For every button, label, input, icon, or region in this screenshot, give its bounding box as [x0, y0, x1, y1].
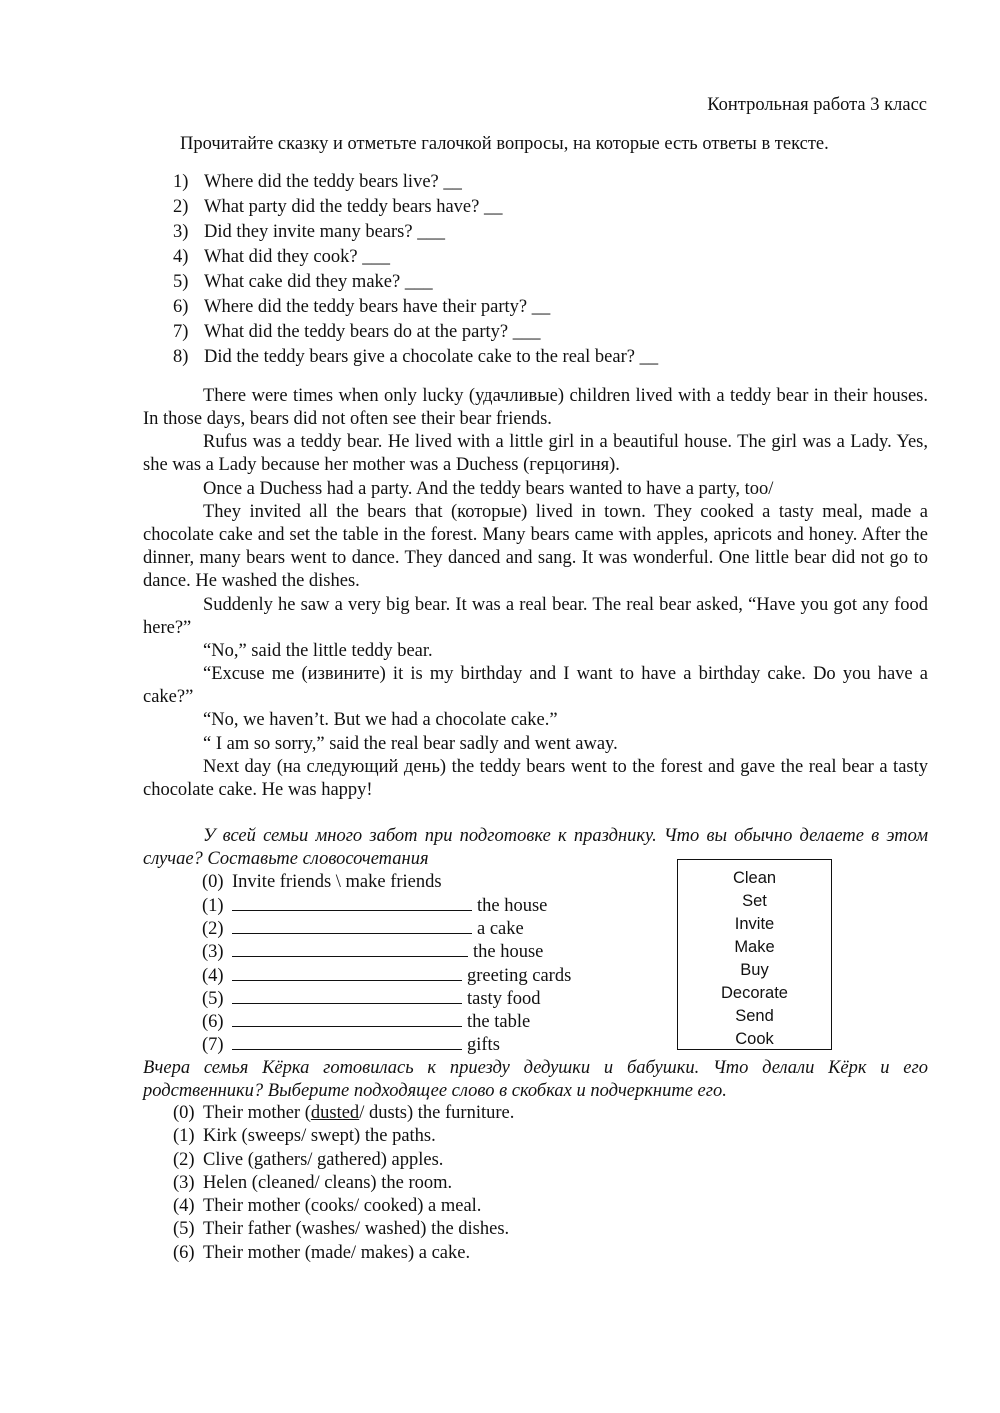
grammar-item: (4) Their mother (cooks/ cooked) a meal.	[173, 1196, 482, 1216]
word-box-item: Buy	[740, 961, 769, 979]
instruction-reading: Прочитайте сказку и отметьте галочкой вопросы, на которые есть ответы в тексте.	[180, 134, 829, 154]
example-phrase: (0) Invite friends \ make friends	[202, 872, 442, 892]
story-paragraph: “Excuse me (извините) it is my birthday and I want to have a birthday cake. Do you have a cake?”	[143, 664, 928, 708]
story-paragraph: Rufus was a teddy bear. He lived with a little girl in a beautiful house. The girl was a Lady. Yes, she was a Lady because her mother was a Duchess (герцогиня).	[143, 432, 928, 476]
instruction-phrases: У всей семьи много забот при подготовке к празднику. Что вы обычно делаете в этом случае? Составьте словосочетания	[143, 826, 928, 870]
answer-blank[interactable]	[232, 895, 472, 911]
phrase-item: (6) the table	[202, 1012, 531, 1032]
question-item: 4) What did they cook? ___	[173, 247, 390, 267]
phrase-item: (2) a cake	[202, 919, 524, 939]
instruction-grammar: Вчера семья Кёрка готовилась к приезду дедушки и бабушки. Что делали Кёрк и его родственники? Выберите подходящее слово в скобках и подчеркните его.	[143, 1058, 928, 1102]
question-item: 2) What party did the teddy bears have? __	[173, 197, 503, 217]
question-item: 5) What cake did they make? ___	[173, 272, 433, 292]
question-item: 8) Did the teddy bears give a chocolate cake to the real bear? __	[173, 347, 659, 367]
phrase-item: (4) greeting cards	[202, 966, 572, 986]
question-item: 1) Where did the teddy bears live? __	[173, 172, 462, 192]
story-paragraph: Once a Duchess had a party. And the teddy bears wanted to have a party, too/	[203, 479, 774, 499]
answer-blank[interactable]	[232, 918, 472, 934]
story-paragraph: “No, we haven’t. But we had a chocolate cake.”	[203, 710, 558, 730]
story-paragraph: “No,” said the little teddy bear.	[203, 641, 433, 661]
grammar-item: (5) Their father (washes/ washed) the dishes.	[173, 1219, 510, 1239]
phrase-item: (5) tasty food	[202, 989, 541, 1009]
grammar-item: (3) Helen (cleaned/ cleans) the room.	[173, 1173, 453, 1193]
question-item: 7) What did the teddy bears do at the party? ___	[173, 322, 541, 342]
word-box-item: Cook	[735, 1030, 774, 1048]
word-box-item: Send	[735, 1007, 774, 1025]
story-paragraph: “ I am so sorry,” said the real bear sadly and went away.	[203, 734, 618, 754]
phrase-item: (1) the house	[202, 896, 548, 916]
story-paragraph: There were times when only lucky (удачливые) children lived with a teddy bear in their houses. In those days, bears did not often see their bear friends.	[143, 386, 928, 430]
phrase-item: (3) the house	[202, 942, 544, 962]
question-item: 3) Did they invite many bears? ___	[173, 222, 445, 242]
word-box-item: Clean	[732, 869, 777, 887]
answer-blank[interactable]	[232, 965, 462, 981]
grammar-item: (1) Kirk (sweeps/ swept) the paths.	[173, 1126, 436, 1146]
story-paragraph: Suddenly he saw a very big bear. It was a real bear. The real bear asked, “Have you got any food here?”	[143, 595, 928, 639]
answer-blank[interactable]	[232, 988, 462, 1004]
word-box	[677, 859, 832, 1050]
page-header: Контрольная работа 3 класс	[707, 95, 927, 115]
answer-blank[interactable]	[232, 941, 468, 957]
word-box-item: Invite	[734, 915, 775, 933]
story-paragraph: They invited all the bears that (которые) lived in town. They cooked a tasty meal, made a chocolate cake and set the table in the forest. Many bears came with apples, apricots and honey. After the dinner, many bears went to dance. They danced and sang. It was wonderful. One little bear did not go to dance. He washed the dishes.	[143, 502, 928, 592]
grammar-item: (6) Their mother (made/ makes) a cake.	[173, 1243, 471, 1263]
answer-blank[interactable]	[232, 1011, 462, 1027]
word-box-item: Make	[734, 938, 775, 956]
answer-blank[interactable]	[232, 1034, 462, 1050]
grammar-example: (0) Their mother (dusted/ dusts) the furniture.	[173, 1103, 515, 1123]
grammar-item: (2) Clive (gathers/ gathered) apples.	[173, 1150, 444, 1170]
word-box-item: Set	[742, 892, 767, 910]
phrase-item: (7) gifts	[202, 1035, 500, 1055]
story-paragraph: Next day (на следующий день) the teddy bears went to the forest and gave the real bear a tasty chocolate cake. He was happy!	[143, 757, 928, 801]
word-box-item: Decorate	[721, 984, 788, 1002]
question-item: 6) Where did the teddy bears have their party? __	[173, 297, 551, 317]
